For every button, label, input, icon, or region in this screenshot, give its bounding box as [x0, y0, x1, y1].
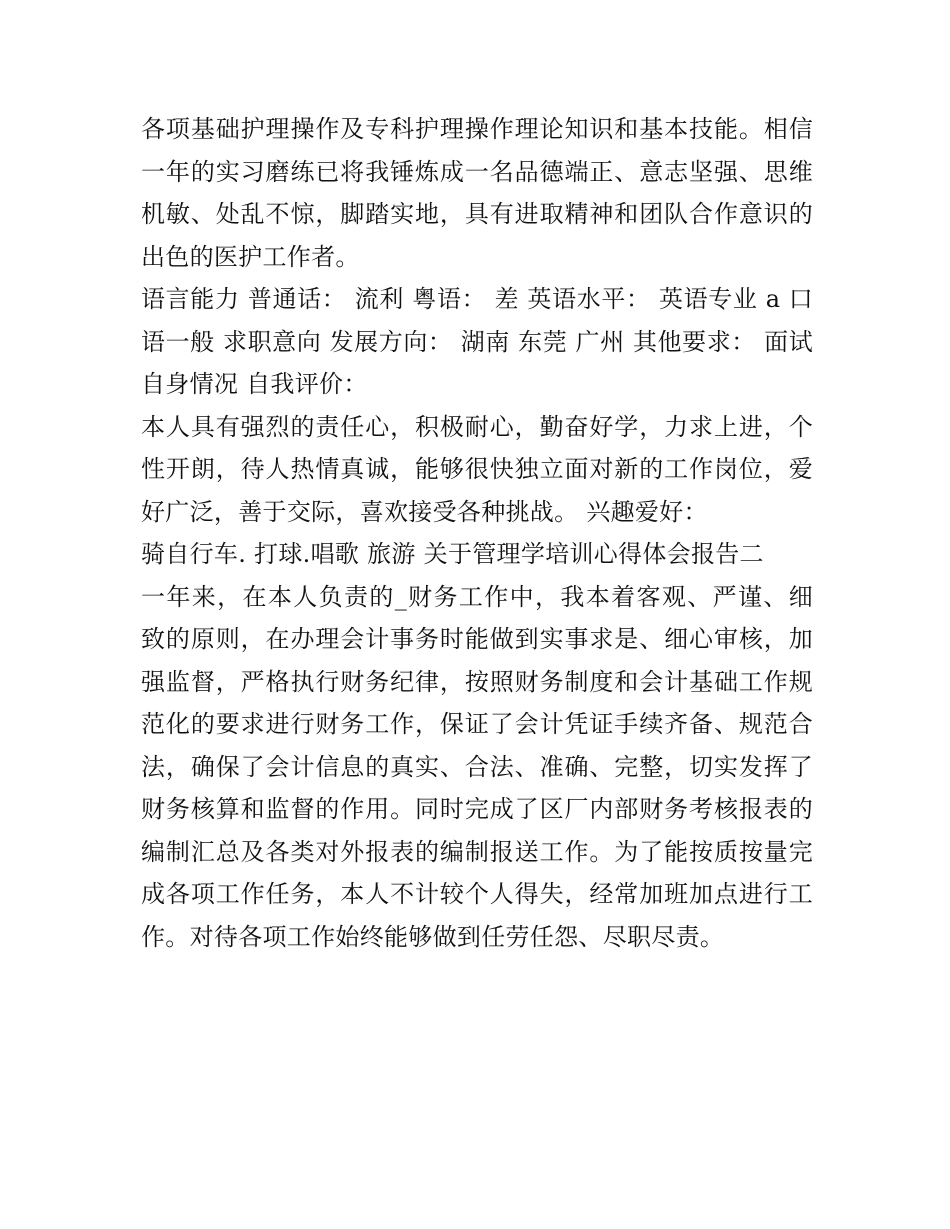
document-body [141, 108, 813, 958]
text-line-18: 编制汇总及各类对外报表的编制报送工作。为了能按质按量完 [141, 837, 813, 866]
text-line-7: 自身情况 自我评价： [141, 370, 368, 398]
text-line-8: 本人具有强烈的责任心，积极耐心，勤奋好学，力求上进，个 [141, 412, 813, 441]
text-line-10: 好广泛，善于交际，喜欢接受各种挑战。 兴趣爱好： [141, 497, 708, 526]
text-line-9: 性开朗，待人热情真诚，能够很快独立面对新的工作岗位，爱 [141, 455, 813, 483]
text-line-11: 骑自行车. 打球.唱歌 旅游 关于管理学培训心得体会报告二 [141, 540, 764, 568]
text-line-19: 成各项工作任务，本人不计较个人得失，经常加班加点进行工 [141, 880, 813, 908]
text-line-13: 致的原则，在办理会计事务时能做到实事求是、细心审核，加 [141, 625, 813, 653]
text-line-1: 各项基础护理操作及专科护理操作理论知识和基本技能。相信 [141, 115, 813, 143]
text-line-2: 一年的实习磨练已将我锤炼成一名品德端正、意志坚强、思维 [141, 157, 813, 186]
text-line-6: 语一般 求职意向 发展方向： 湖南 东莞 广州 其他要求： 面试 [141, 327, 813, 356]
text-line-16: 法，确保了会计信息的真实、合法、准确、完整，切实发挥了 [141, 752, 813, 781]
text-line-3: 机敏、处乱不惊，脚踏实地，具有进取精神和团队合作意识的 [141, 200, 813, 228]
text-line-12: 一年来，在本人负责的_财务工作中，我本着客观、严谨、细 [141, 582, 813, 611]
text-line-20: 作。对待各项工作始终能够做到任劳任怨、尽职尽责。 [141, 922, 725, 951]
text-line-5: 语言能力 普通话： 流利 粤语： 差 英语水平： 英语专业 a 口 [141, 285, 813, 313]
text-line-4: 出色的医护工作者。 [141, 242, 360, 271]
text-line-14: 强监督，严格执行财务纪律，按照财务制度和会计基础工作规 [141, 667, 813, 696]
text-line-17: 财务核算和监督的作用。同时完成了区厂内部财务考核报表的 [141, 795, 813, 823]
text-line-15: 范化的要求进行财务工作，保证了会计凭证手续齐备、规范合 [141, 710, 813, 738]
